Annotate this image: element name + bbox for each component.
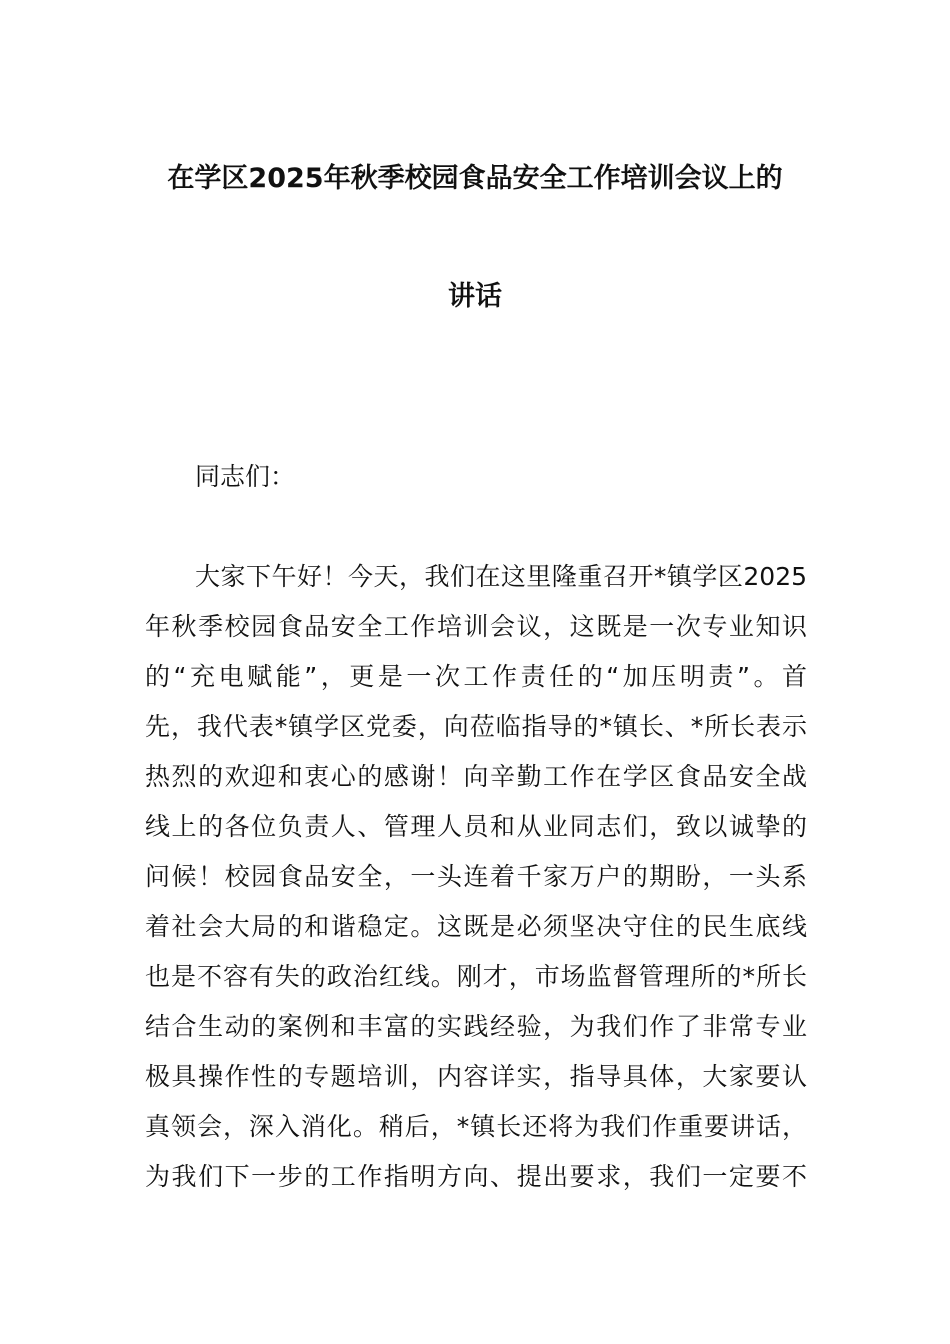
document-title-line-1: 在学区2025年秋季校园食品安全工作培训会议上的 [167,163,783,194]
paragraph-line: 真领会，深入消化。稍后，*镇长还将为我们作重要讲话， [145,1112,807,1141]
paragraph-line: 结合生动的案例和丰富的实践经验，为我们作了非常专业 [145,1012,807,1041]
paragraph-line: 为我们下一步的工作指明方向、提出要求，我们一定要不 [145,1162,807,1191]
paragraph-line: 热烈的欢迎和衷心的感谢！向辛勤工作在学区食品安全战 [145,762,807,791]
paragraph-line: 线上的各位负责人、管理人员和从业同志们，致以诚挚的 [145,812,807,841]
paragraph-line: 问候！校园食品安全，一头连着千家万户的期盼，一头系 [145,862,807,891]
paragraph-line: 的“充电赋能”，更是一次工作责任的“加压明责”。首 [145,662,807,691]
greeting: 同志们： [195,462,296,491]
paragraph-line: 先，我代表*镇学区党委，向莅临指导的*镇长、*所长表示 [145,712,807,741]
paragraph-line: 着社会大局的和谐稳定。这既是必须坚决守住的民生底线 [145,912,807,941]
paragraph-line: 极具操作性的专题培训，内容详实，指导具体，大家要认 [145,1062,807,1091]
paragraph-line: 也是不容有失的政治红线。刚才，市场监督管理所的*所长 [145,962,807,991]
paragraph-line: 年秋季校园食品安全工作培训会议，这既是一次专业知识 [145,612,807,641]
document-title-line-2: 讲话 [448,281,502,312]
body-paragraph [145,557,807,1207]
paragraph-line: 大家下午好！今天，我们在这里隆重召开*镇学区2025 [195,562,807,591]
